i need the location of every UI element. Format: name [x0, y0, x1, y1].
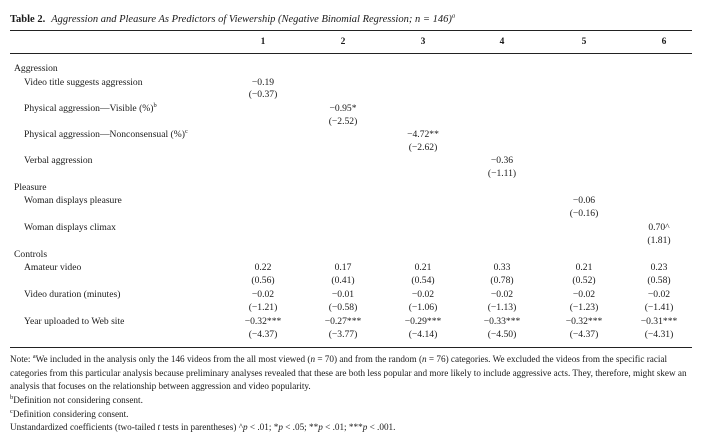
row-label-woman-pleasure: Woman displays pleasure [24, 195, 122, 206]
year-coef-2: −0.27*** [324, 316, 362, 327]
row-label-year: Year uploaded to Web site [24, 316, 125, 327]
note-prefix: Note: [10, 354, 33, 364]
section-pleasure: Pleasure [14, 182, 47, 193]
sig-text-3: < .01; * [247, 422, 279, 432]
duration-t-1: (−1.21) [248, 302, 278, 313]
amateur-t-2: (0.41) [331, 275, 355, 286]
duration-t-6: (−1.41) [644, 302, 674, 313]
header-rule [10, 53, 692, 54]
col-header-6: 6 [661, 37, 667, 47]
row-label-physical-nonconsensual [24, 129, 188, 141]
year-coef-3: −0.29*** [404, 316, 442, 327]
duration-t-2: (−0.58) [328, 302, 358, 313]
physical-nonconsensual-text: Physical aggression—Nonconsensual (%) [24, 129, 185, 140]
amateur-coef-2: 0.17 [334, 262, 352, 273]
col-header-5: 5 [581, 37, 587, 47]
year-t-6: (−4.31) [644, 329, 674, 340]
section-aggression: Aggression [14, 63, 58, 74]
footnote-mark-b: b [153, 101, 157, 109]
table-note-b [10, 394, 694, 408]
amateur-t-3: (0.54) [411, 275, 435, 286]
year-t-2: (−3.77) [328, 329, 358, 340]
t-woman-pleasure: (−0.16) [569, 208, 599, 219]
duration-t-3: (−1.06) [408, 302, 438, 313]
year-coef-4: −0.33*** [483, 316, 521, 327]
table-note-a [10, 353, 694, 394]
amateur-coef-6: 0.23 [650, 262, 668, 273]
row-label-physical-visible [24, 103, 157, 115]
duration-coef-2: −0.01 [331, 289, 355, 300]
year-t-5: (−4.37) [569, 329, 599, 340]
coef-verbal: −0.36 [490, 155, 514, 166]
coef-physical-nonconsensual: −4.72** [407, 129, 439, 140]
sig-p-1: p [243, 422, 248, 432]
duration-coef-5: −0.02 [572, 289, 596, 300]
amateur-t-4: (0.78) [490, 275, 514, 286]
caption-footnote-mark: a [451, 12, 456, 20]
year-t-3: (−4.14) [408, 329, 438, 340]
amateur-t-5: (0.52) [572, 275, 596, 286]
row-label-verbal: Verbal aggression [24, 155, 93, 166]
note-a-text-2: = 70) and from the random ( [315, 354, 423, 364]
t-physical-nonconsensual: (−2.62) [408, 142, 438, 153]
note-mark-c: c [10, 407, 13, 415]
physical-visible-text: Physical aggression—Visible (%) [24, 103, 154, 114]
table-title [10, 13, 455, 26]
coef-woman-pleasure: −0.06 [572, 195, 596, 206]
year-coef-6: −0.31*** [640, 316, 678, 327]
col-header-4: 4 [499, 37, 505, 47]
coef-physical-visible: −0.95* [329, 103, 357, 114]
note-a-n-2: n [422, 354, 427, 364]
col-header-2: 2 [340, 37, 346, 47]
coef-woman-climax: 0.70^ [648, 222, 670, 233]
sig-text-5: < .01; *** [322, 422, 363, 432]
sig-text-1: Unstandardized coefficients (two-tailed [10, 422, 158, 432]
row-label-duration: Video duration (minutes) [24, 289, 121, 300]
year-t-1: (−4.37) [248, 329, 278, 340]
sig-t: t [157, 422, 161, 432]
note-a-text-3: = 76) categories. We excluded the videos from the specific racial categories from this particular analysis because preliminary analyses revealed that these are both less popular and more likely to include aggressive acts. They, therefore, might skew an analysis that focuses on the relationship between aggression and video popularity. [10, 354, 687, 392]
t-verbal: (−1.11) [487, 168, 517, 179]
year-coef-1: −0.32*** [244, 316, 282, 327]
duration-coef-6: −0.02 [647, 289, 671, 300]
duration-coef-1: −0.02 [251, 289, 275, 300]
note-c-text: Definition considering consent. [12, 409, 129, 419]
top-rule [10, 30, 692, 31]
t-physical-visible: (−2.52) [328, 116, 358, 127]
sig-p-4: p [362, 422, 368, 432]
year-coef-5: −0.32*** [565, 316, 603, 327]
table-caption [51, 14, 455, 25]
caption-n: n [414, 14, 421, 25]
table-note-significance [10, 421, 694, 435]
amateur-t-1: (0.56) [251, 275, 275, 286]
sig-text-2: tests in parentheses) ^ [160, 422, 244, 432]
note-mark-b: b [10, 393, 14, 401]
note-b-text: Definition not considering consent. [13, 395, 143, 405]
duration-t-5: (−1.23) [569, 302, 599, 313]
col-header-1: 1 [260, 37, 266, 47]
sig-text-6: < .001. [367, 422, 396, 432]
amateur-coef-3: 0.21 [414, 262, 432, 273]
row-label-title-aggression: Video title suggests aggression [24, 77, 143, 88]
coef-title-aggression: −0.19 [251, 77, 275, 88]
section-controls: Controls [14, 249, 48, 260]
sig-p-3: p [318, 422, 323, 432]
t-title-aggression: (−0.37) [248, 89, 278, 100]
caption-n-value: = 146) [420, 14, 452, 25]
footnote-mark-c: c [184, 127, 188, 135]
amateur-coef-5: 0.21 [575, 262, 593, 273]
table-label: Table 2. [10, 14, 46, 25]
row-label-amateur: Amateur video [24, 262, 82, 273]
amateur-coef-1: 0.22 [254, 262, 272, 273]
note-a-text-1: We included in the analysis only the 146 videos from the all most viewed ( [35, 354, 311, 364]
duration-coef-4: −0.02 [490, 289, 514, 300]
duration-t-4: (−1.13) [487, 302, 517, 313]
table-note-c [10, 408, 694, 422]
t-woman-climax: (1.81) [647, 235, 671, 246]
amateur-coef-4: 0.33 [493, 262, 511, 273]
caption-text: Aggression and Pleasure As Predictors of Viewership (Negative Binomial Regression; [51, 14, 415, 25]
bottom-rule [10, 347, 692, 348]
note-a-n-1: n [310, 354, 316, 364]
row-label-woman-climax: Woman displays climax [24, 222, 116, 233]
duration-coef-3: −0.02 [411, 289, 435, 300]
sig-text-4: < .05; ** [282, 422, 319, 432]
sig-p-2: p [278, 422, 283, 432]
col-header-3: 3 [420, 37, 426, 47]
year-t-4: (−4.50) [487, 329, 517, 340]
amateur-t-6: (0.58) [647, 275, 671, 286]
note-mark-a: a [32, 352, 36, 360]
